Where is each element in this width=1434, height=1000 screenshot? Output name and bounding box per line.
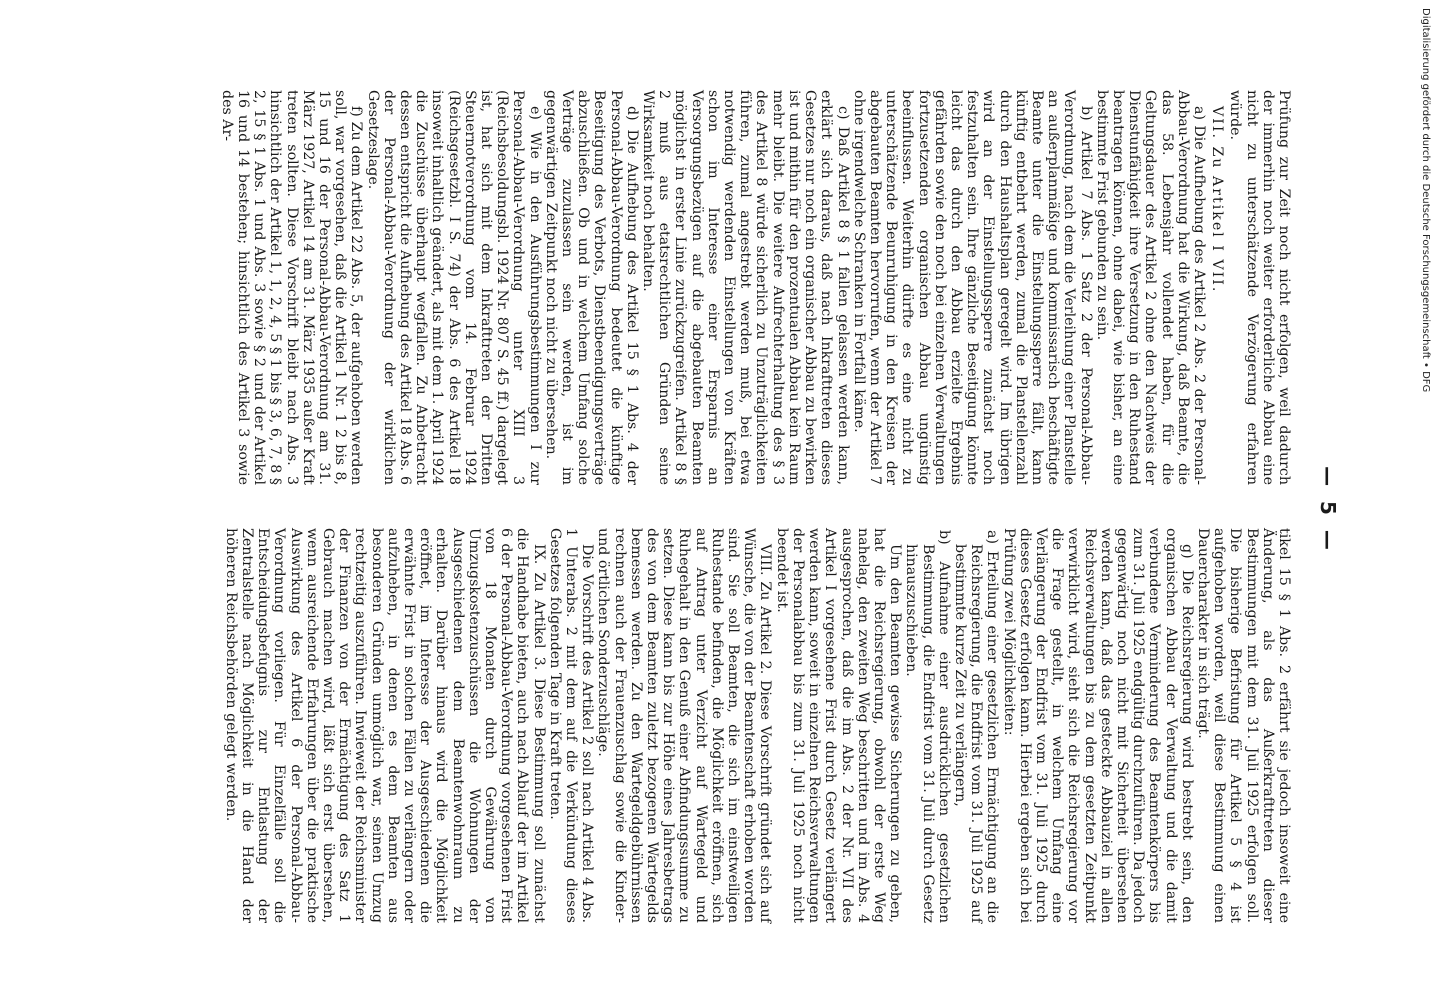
list-item: b) Aufnahme einer ausdrücklichen gesetzlichen Bestimmung, die Endfrist vom 31. Juli durch Gesetz hinauszuschieben. xyxy=(903,530,952,923)
credit-text: Digitalisierung gefördert durch die Deutsche Forschungsgemeinschaft • DFG xyxy=(1420,8,1431,393)
paragraph: e) Wie in den Ausführungsbestimmungen I zur Personal-Abbau-Verordnung unter XIII 3 (Reichsbesoldungsbl. 1924 Nr. 807 S. 45 ff.) dargelegt ist, hat sich mit dem Inkrafttreten der Dritten Steuernotverordnung vom 14. Februar 1924 (Reichsgesetzbl. I S. 74) der Abs. 6 des Artikel 18 insoweit inhaltlich geändert, als mit dem 1. April 1924 die Zuschüsse überhaupt wegfallen. Zu Anbetracht dessen entspricht die Aufhebung des Artikel 18 Abs. 6 der Personal-Abbau-Verordnung der wirklichen Gesetzeslage. xyxy=(364,90,543,485)
paragraph: g) Die Reichsregierung wird bestrebt sein, den organischen Abbau der Verwaltung und die damit verbundene Verminderung des Beamtenkörpers bis zum 31. Juli 1925 endgültig durchzuführen. Da jedoch gegenwärtig noch nicht mit Sicherheit übersehen werden kann, daß das gesteckte Abbauziel in allen Reichsverwaltungen bis zu dem gesetzten Zeitpunkt verwirklicht wird, sieht sich die Reichsregierung vor die Frage gestellt, in welchem Umfang eine Verlängerung der Endfrist vom 31. Juli 1925 durch dieses Gesetz erfolgen kann. Hierbei ergeben sich bei Prüfung zwei Möglichkeiten: xyxy=(1000,528,1195,923)
left-column xyxy=(219,90,1292,485)
paragraph: VIII. Zu Artikel 2. Diese Vorschrift gründet sich auf Wünsche, die von der Beamtenschaft erhoben worden sind. Sie soll Beamten, die sich im einstweiligen Ruhestande befinden, die Möglichkeit eröffnen, sich auf Antrag unter Verzicht auf Wartegeld und Ruhegehalt in den Genuß einer Abfindungssumme zu setzen. Diese kann bis zur Höhe eines Jahresbetrags des von dem Beamten zuletzt bezogenen Wartegelds bemessen werden. Zu den Wartegeldgebührnissen rechnen auch der Frauenzuschlag sowie die Kinder- und örtlichen Sonderzuschläge. xyxy=(595,528,774,923)
paragraph: b) Artikel 7 Abs. 1 Satz 2 der Personal-Abbau-Verordnung, nach dem die Verleihung einer Planstelle an außerplanmäßige und kommissarisch beschäftigte Beamte unter die Einstellungssperre fällt, kann künftig entbehrt werden, zumal die Planstellenzahl durch den Haushaltsplan geregelt wird. Im übrigen wird an der Einstellungssperre zunächst noch festzuhalten sein. Ihre gänzliche Beseitigung könnte leicht das durch den Abbau erzielte Ergebnis gefährden sowie den noch bei einzelnen Verwaltungen fortzusetzenden organischen Abbau ungünstig beeinflussen. Weiterhin dürfte es eine nicht zu unterschätzende Beunruhigung in den Kreisen der abgebauten Beamten hervorrufen, wenn der Artikel 7 ohne irgendwelche Schranken in Fortfall käme. xyxy=(850,90,1094,485)
paragraph: IX. Zu Artikel 3. Diese Bestimmung soll zunächst die Handhabe bieten, auch nach Ablauf der im Artikel 6 der Personal-Abbau-Verordnung vorgesehenen Frist von 18 Monaten durch Gewährung von Umzugskostenzuschüssen die Wohnungen der Ausgeschiedenen dem Beamtenwohnraum zu erhalten. Darüber hinaus wird die Möglichkeit eröffnet, im Interesse der Ausgeschiedenen die erwähnte Frist in solchen Fällen zu verlängern oder aufzuheben, in denen es dem Beamten aus besonderen Gründen unmöglich war, seinen Umzug rechtzeitig auszuführen. Inwieweit der Reichsminister der Finanzen von der Ermächtigung des Satz 1 Gebrauch machen wird, läßt sich erst übersehen, wenn ausreichende Erfahrungen über die praktische Auswirkung des Artikel 6 der Personal-Abbau-Verordnung vorliegen. Für Einzelfälle soll die Entscheidungsbefugnis zur Entlastung der Zentralstelle nach Möglichkeit in die Hand der höheren Reichsbehörden gelegt werden. xyxy=(222,528,547,923)
paragraph: a) Die Aufhebung des Artikel 2 Abs. 2 der Personal-Abbau-Verordnung hat die Wirkung, daß Beamte, die das 58. Lebensjahr vollendet haben, für die Geltungsdauer des Artikel 2 ohne den Nachweis der Dienstunfähigkeit ihre Versetzung in den Ruhestand beantragen können, ohne dabei, wie bisher, an eine bestimmte Frist gebunden zu sein. xyxy=(1093,90,1207,485)
paragraph: d) Die Aufhebung des Artikel 15 § 1 Abs. 4 der Personal-Abbau-Verordnung bedeutet die künftige Beseitigung des Verbots, Dienstbeendigungsverträge abzuschließen. Ob und in welchem Umfang solche Verträge zuzulassen sein werden, ist im gegenwärtigen Zeitpunkt noch nicht zu übersehen. xyxy=(542,90,640,485)
right-column xyxy=(223,528,1292,923)
paragraph: tikel 15 § 1 Abs. 2 erfährt sie jedoch insoweit eine Änderung, als das Außerkrafttreten dieser Bestimmungen mit dem 31. Juli 1925 erfolgen soll. Die bisherige Befristung für Artikel 5 § 4 ist aufgehoben worden, weil diese Bestimmung einen Dauercharakter in sich trägt. xyxy=(1194,528,1292,923)
paragraph: Um den Beamten gewisse Sicherungen zu geben, hat die Reichsregierung, obwohl der erste Weg nahelag, den zweiten Weg beschritten und im Abs. 4 ausgesprochen, daß die im Abs. 2 der Nr. VII des Artikel I vorgesehene Frist durch Gesetz verlängert werden kann, soweit in einzelnen Reichsverwaltungen der Personalabbau bis zum 31. Juli 1925 noch nicht beendet ist. xyxy=(773,528,904,923)
page-header xyxy=(1300,90,1340,930)
digitization-credit xyxy=(1418,8,1432,992)
paragraph: c) Daß Artikel 8 § 1 fallen gelassen werden kann, erklärt sich daraus, daß nach Inkrafttreten dieses Gesetzes nur noch ein organischer Abbau zu bewirken ist und mithin für den prozentualen Abbau kein Raum mehr bleibt. Die weitere Aufrechterhaltung des § 3 des Artikel 8 würde sicherlich zu Unzuträglichkeiten führen, zumal angestrebt werden muß, bei etwa notwendig werdenden Einstellungen von Kräften schon im Interesse einer Ersparnis an Versorgungsbezügen auf die abgebauten Beamten möglichst in erster Linie zurückzugreifen. Artikel 8 § 2 muß aus etatsrechtlichen Gründen seine Wirksamkeit noch behalten. xyxy=(640,90,851,485)
rotated-page xyxy=(150,90,1340,930)
page-number: — 5 — xyxy=(1316,466,1340,554)
paragraph: Die Vorschrift des Artikel 2 soll nach Artikel 4 Abs. 1 Unterabs. 2 mit dem auf die Verkündung dieses Gesetzes folgenden Tage in Kraft treten. xyxy=(546,528,596,923)
paragraph: Prüfung zur Zeit noch nicht erfolgen, weil dadurch der immerhin noch weiter erforderliche Abbau eine nicht zu unterschätzende Verzögerung erfahren würde. xyxy=(1227,90,1292,485)
list-item: a) Erteilung einer gesetzlichen Ermächtigung an die Reichsregierung, die Endfrist vom 31. Juli 1925 auf bestimmte kurze Zeit zu verlängern, xyxy=(951,530,1001,923)
paragraph: f) Zu dem Artikel 22 Abs. 5, der aufgehoben werden soll, war vorgesehen, daß die Artikel 1 Nr. 1 2 bis 8, 15 und 16 der Personal-Abbau-Verordnung am 31. März 1927, Artikel 14 am 31. März 1935 außer Kraft treten sollten. Diese Vorschrift bleibt nach Abs. 3 hinsichtlich der Artikel 1, 1, 2, 4, 5 § 1 bis § 3, 6, 7, 8 § 2, 15 § 1 Abs. 1 und Abs. 3 sowie § 2 und der Artikel 16 und 14 bestehen; hinsichtlich des Artikel 3 sowie des Ar- xyxy=(218,90,365,485)
section-heading: VII. Zu Artikel I VII. xyxy=(1209,106,1226,294)
